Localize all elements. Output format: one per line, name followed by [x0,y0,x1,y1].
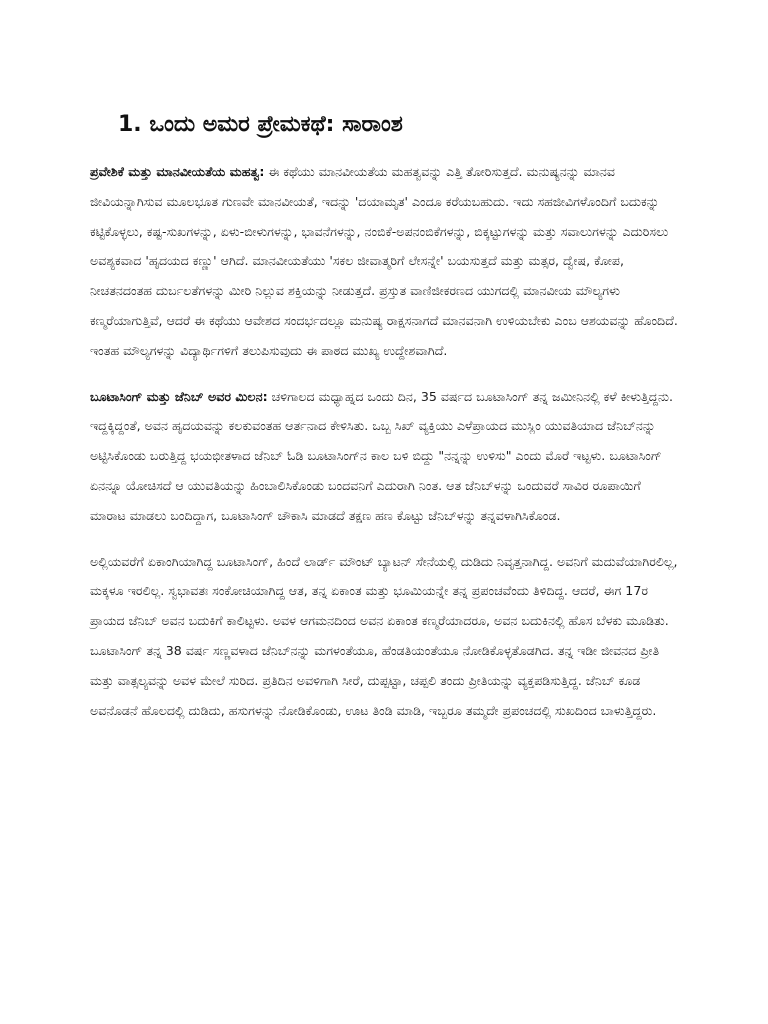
paragraph-text: ಈ ಕಥೆಯು ಮಾನವೀಯತೆಯ ಮಹತ್ವವನ್ನು ಎತ್ತಿ ತೋರಿಸುತ್ತದೆ. ಮನುಷ್ಯನನ್ನು ಮಾನವ ಜೀವಿಯನ್ನಾಗಿಸುವ ಮೂಲಭೂತ ಗುಣವೇ ಮಾನವೀಯತೆ, ಇದನ್ನು 'ದಯಾಮೃತ' ಎಂದೂ ಕರೆಯಬಹುದು. ಇದು ಸಹಜೀವಿಗಳೊಂದಿಗೆ ಬದುಕನ್ನು ಕಟ್ಟಿಕೊಳ್ಳಲು, ಕಷ್ಟ-ಸುಖಗಳನ್ನು, ಏಳು-ಬೀಳುಗಳನ್ನು, ಭಾವನೆಗಳನ್ನು, ನಂಬಿಕೆ-ಅಪನಂಬಿಕೆಗಳನ್ನು, ಬಿಕ್ಕಟ್ಟುಗಳನ್ನು ಮತ್ತು ಸವಾಲುಗಳನ್ನು ಎದುರಿಸಲು ಅವಶ್ಯಕವಾದ 'ಹೃದಯದ ಕಣ್ಣು' ಆಗಿದೆ. ಮಾನವೀಯತೆಯು 'ಸಕಲ ಜೀವಾತ್ಮರಿಗೆ ಲೇಸನ್ನೇ' ಬಯಸುತ್ತದೆ ಮತ್ತು ಮತ್ಸರ, ದ್ವೇಷ, ಕೋಪ, ನೀಚತನದಂತಹ ದುರ್ಬಲತೆಗಳನ್ನು ಮೀರಿ ನಿಲ್ಲುವ ಶಕ್ತಿಯನ್ನು ನೀಡುತ್ತದೆ. ಪ್ರಸ್ತುತ ವಾಣಿಜೀಕರಣದ ಯುಗದಲ್ಲಿ ಮಾನವೀಯ ಮೌಲ್ಯಗಳು ಕಣ್ಮರೆಯಾಗುತ್ತಿವೆ, ಆದರೆ ಈ ಕಥೆಯು ಆವೇಶದ ಸಂದರ್ಭದಲ್ಲೂ ಮನುಷ್ಯ ರಾಕ್ಷಸನಾಗದೆ ಮಾನವನಾಗಿ ಉಳಿಯಬೇಕು ಎಂಬ ಆಶಯವನ್ನು ಹೊಂದಿದೆ. ಇಂತಹ ಮೌಲ್ಯಗಳನ್ನು ವಿದ್ಯಾರ್ಥಿಗಳಿಗೆ ತಲುಪಿಸುವುದು ಈ ಪಾಠದ ಮುಖ್ಯ ಉದ್ದೇಶವಾಗಿದೆ. [90,164,678,358]
page-title: 1. ಒಂದು ಅಮರ ಪ್ರೇಮಕಥೆ: ಸಾರಾಂಶ [118,112,403,137]
paragraph-life-together [90,547,680,726]
paragraph-meeting [90,382,680,531]
paragraph-text: ಅಲ್ಲಿಯವರೆಗೆ ಏಕಾಂಗಿಯಾಗಿದ್ದ ಬೂಟಾಸಿಂಗ್, ಹಿಂದೆ ಲಾರ್ಡ್ ಮೌಂಟ್ ಬ್ಯಾಟನ್ ಸೇನೆಯಲ್ಲಿ ದುಡಿದು ನಿವೃತ್ತನಾಗಿದ್ದ. ಅವನಿಗೆ ಮದುವೆಯಾಗಿರಲಿಲ್ಲ, ಮಕ್ಕಳೂ ಇರಲಿಲ್ಲ. ಸ್ವಭಾವತಃ ಸಂಕೋಚಿಯಾಗಿದ್ದ ಆತ, ತನ್ನ ಏಕಾಂತ ಮತ್ತು ಭೂಮಿಯನ್ನೇ ತನ್ನ ಪ್ರಪಂಚವೆಂದು ತಿಳಿದಿದ್ದ. ಆದರೆ, ಈಗ 17ರ ಪ್ರಾಯದ ಜೆನಿಬ್ ಅವನ ಬದುಕಿಗೆ ಕಾಲಿಟ್ಟಳು. ಅವಳ ಆಗಮನದಿಂದ ಅವನ ಏಕಾಂತ ಕಣ್ಮರೆಯಾದರೂ, ಅವನ ಬದುಕಿನಲ್ಲಿ ಹೊಸ ಬೆಳಕು ಮೂಡಿತು. ಬೂಟಾಸಿಂಗ್ ತನ್ನ 38 ವರ್ಷ ಸಣ್ಣವಳಾದ ಜೆನಿಬ್‌ನನ್ನು ಮಗಳಂತೆಯೂ, ಹೆಂಡತಿಯಂತೆಯೂ ನೋಡಿಕೊಳ್ಳತೊಡಗಿದ. ತನ್ನ ಇಡೀ ಜೀವನದ ಪ್ರೀತಿ ಮತ್ತು ವಾತ್ಸಲ್ಯವನ್ನು ಅವಳ ಮೇಲೆ ಸುರಿದ. ಪ್ರತಿದಿನ ಅವಳಿಗಾಗಿ ಸೀರೆ, ದುಪ್ಪಟ್ಟಾ, ಚಪ್ಪಲಿ ತಂದು ಪ್ರೀತಿಯನ್ನು ವ್ಯಕ್ತಪಡಿಸುತ್ತಿದ್ದ. ಜೆನಿಬ್ ಕೂಡ ಅವನೊಡನೆ ಹೊಲದಲ್ಲಿ ದುಡಿದು, ಹಸುಗಳನ್ನು ನೋಡಿಕೊಂಡು, ಊಟ ತಿಂಡಿ ಮಾಡಿ, ಇಬ್ಬರೂ ತಮ್ಮದೇ ಪ್ರಪಂಚದಲ್ಲಿ ಸುಖದಿಂದ ಬಾಳುತ್ತಿದ್ದರು. [90,553,678,718]
paragraph-heading: ಪ್ರವೇಶಿಕೆ ಮತ್ತು ಮಾನವೀಯತೆಯ ಮಹತ್ವ: [90,164,265,179]
paragraph-heading: ಬೂಟಾಸಿಂಗ್ ಮತ್ತು ಜೆನಿಬ್ ಅವರ ಮಿಲನ: [90,388,268,404]
paragraph-text: ಚಳಿಗಾಲದ ಮಧ್ಯಾಹ್ನದ ಒಂದು ದಿನ, 35 ವರ್ಷದ ಬೂಟಾಸಿಂಗ್ ತನ್ನ ಜಮೀನಿನಲ್ಲಿ ಕಳೆ ಕೀಳುತ್ತಿದ್ದನು. ಇದ್ದಕ್ಕಿದ್ದಂತೆ, ಅವನ ಹೃದಯವನ್ನು ಕಲಕುವಂತಹ ಆರ್ತನಾದ ಕೇಳಿಸಿತು. ಒಬ್ಬ ಸಿಖ್ ವ್ಯಕ್ತಿಯು ಎಳೆಪ್ರಾಯದ ಮುಸ್ಲಿಂ ಯುವತಿಯಾದ ಜೆನಿಬ್‌ನನ್ನು ಅಟ್ಟಿಸಿಕೊಂಡು ಬರುತ್ತಿದ್ದ ಭಯಭೀತಳಾದ ಜೆನಿಬ್ ಓಡಿ ಬೂಟಾಸಿಂಗ್‌ನ ಕಾಲ ಬಳಿ ಬಿದ್ದು "ನನ್ನನ್ನು ಉಳಿಸು" ಎಂದು ಮೊರೆ ಇಟ್ಟಳು. ಬೂಟಾಸಿಂಗ್ ಏನನ್ನೂ ಯೋಚಿಸದೆ ಆ ಯುವತಿಯನ್ನು ಹಿಂಬಾಲಿಸಿಕೊಂಡು ಬಂದವನಿಗೆ ಎದುರಾಗಿ ನಿಂತ. ಆತ ಜೆನಿಬ್‌ಳನ್ನು ಒಂದುವರೆ ಸಾವಿರ ರೂಪಾಯಿಗೆ ಮಾರಾಟ ಮಾಡಲು ಬಂದಿದ್ದಾಗ, ಬೂಟಾಸಿಂಗ್ ಚೌಕಾಸಿ ಮಾಡದೆ ತಕ್ಷಣ ಹಣ ಕೊಟ್ಟು ಜೆನಿಬ್‌ಳನ್ನು ತನ್ನವಳಾಗಿಸಿಕೊಂಡ. [90,388,674,523]
document-body [90,157,680,741]
paragraph-introduction [90,157,680,366]
